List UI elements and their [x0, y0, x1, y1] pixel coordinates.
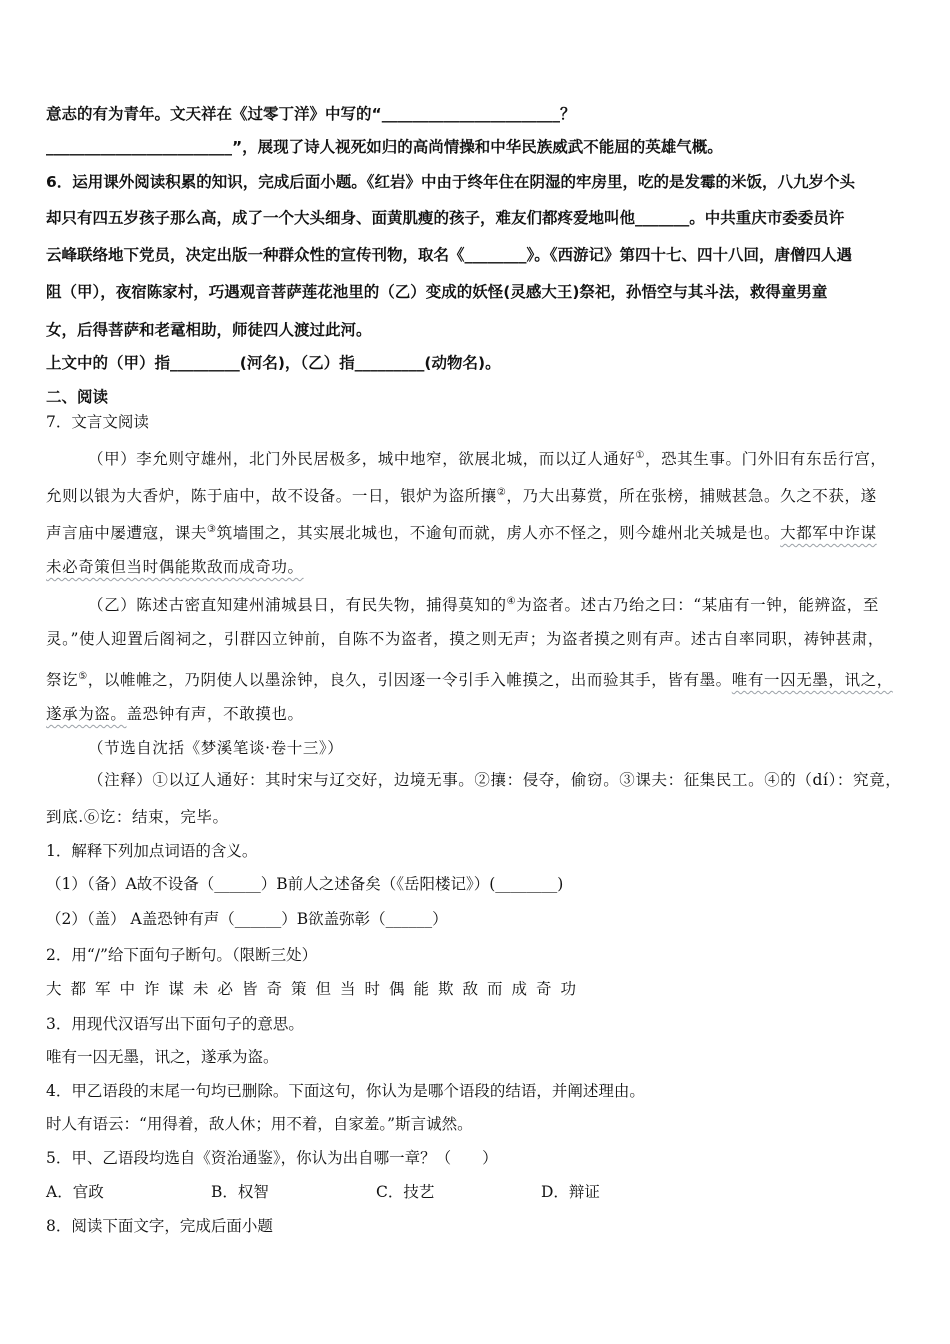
- q6-line6: 上文中的（甲）指_________(河名)，（乙）指_________(动物名)。: [46, 354, 501, 372]
- sub-question-1a: （1）（备）A故不设备（______）B前人之述备矣（《岳阳楼记》）(________): [46, 875, 564, 893]
- sub-question-3-text: 唯有一囚无墨，讯之，遂承为盗。: [46, 1048, 279, 1066]
- q6-line1: 6．运用课外阅读积累的知识，完成后面小题。《红岩》中由于终年住在阴湿的牢房里，吃的是发霉的米饭，八九岁个头: [46, 173, 856, 191]
- option-c: C．技艺: [376, 1183, 435, 1201]
- sub-question-3: 3．用现代汉语写出下面句子的意思。: [46, 1015, 304, 1033]
- jia-line3: 声言庙中屡遭寇，课夫③筑墙围之，其实展北城也，不逾旬而就，虏人亦不怪之，则今雄州北关城是也。大都军中诈谋: [46, 524, 877, 543]
- option-a: A．官政: [46, 1183, 104, 1201]
- option-b: B．权智: [211, 1183, 269, 1201]
- q6-line2: 却只有四五岁孩子那么高，成了一个大头细身、面黄肌瘦的孩子，难友们都疼爱地叫他_______。中共重庆市委委员许: [46, 209, 845, 227]
- sub-question-4: 4．甲乙语段的末尾一句均已删除。下面这句，你认为是哪个语段的结语，并阐述理由。: [46, 1082, 645, 1100]
- q5-tail-line1: 意志的有为青年。文天祥在《过零丁洋》中写的“_______________________？: [46, 105, 576, 123]
- sub-question-5: 5．甲、乙语段均选自《资治通鉴》，你认为出自哪一章？（ ）: [46, 1149, 498, 1167]
- q5-tail-line2: ________________________”，展现了诗人视死如归的高尚情操和中华民族威武不能屈的英雄气概。: [46, 138, 723, 156]
- yi-line1: （乙）陈述古密直知建州浦城县日，有民失物，捕得莫知的④为盗者。述古乃绐之曰：“某庙有一钟，能辨盗，至: [88, 596, 879, 615]
- jia-line4: 未必奇策但当时偶能欺敌而成奇功。: [46, 558, 304, 576]
- notes-line1: （注释）①以辽人通好：其时宋与辽交好，边境无事。②攘：侵夺，偷窃。③课夫：征集民工。④的（dí）：究竟，: [88, 771, 902, 789]
- source-note: （节选自沈括《梦溪笔谈·卷十三》）: [88, 739, 344, 757]
- option-d: D．辩证: [541, 1183, 600, 1201]
- notes-line2: 到底.⑥讫：结束，完毕。: [46, 808, 229, 826]
- q6-line3: 云峰联络地下党员，决定出版一种群众性的宣传刊物，取名《________》。《西游记》第四十七、四十八回，唐僧四人遇: [46, 246, 853, 264]
- yi-line2: 灵。”使人迎置后阁祠之，引群囚立钟前，自陈不为盗者，摸之则无声；为盗者摸之则有声。述古自率同职，祷钟甚肃，: [46, 630, 884, 648]
- yi-line4: 遂承为盗。盖恐钟有声，不敢摸也。: [46, 705, 304, 723]
- section-heading: 二、阅读: [46, 388, 109, 406]
- sub-question-2-text: 大都军中诈谋未必皆奇策但当时偶能欺敌而成奇功: [46, 980, 586, 998]
- sub-question-1: 1．解释下列加点词语的含义。: [46, 842, 258, 860]
- jia-line1: （甲）李允则守雄州，北门外民居极多，城中地窄，欲展北城，而以辽人通好①，恐其生事。门外旧有东岳行宫，: [88, 450, 887, 469]
- jia-line2: 允则以银为大香炉，陈于庙中，故不设备。一日，银炉为盗所攘②，乃大出募赏，所在张榜，捕贼甚急。久之不获，遂: [46, 487, 877, 506]
- sub-question-4-text: 时人有语云：“用得着，敌人休；用不着，自家羞。”斯言诚然。: [46, 1115, 473, 1133]
- q8-title: 8．阅读下面文字，完成后面小题: [46, 1217, 273, 1235]
- q6-line5: 女，后得菩萨和老鼋相助，师徒四人渡过此河。: [46, 321, 372, 339]
- yi-line3: 祭讫⑤，以帷帷之，乃阴使人以墨涂钟，良久，引因逐一令引手入帷摸之，出而验其手，皆有墨。唯有一囚无墨，讯之，: [46, 671, 893, 690]
- sub-question-1b: （2）（盖） A盖恐钟有声（______）B欲盖弥彰（______）: [46, 910, 448, 928]
- options-row: [46, 1182, 910, 1202]
- q6-line4: 阻（甲），夜宿陈家村，巧遇观音菩萨莲花池里的（乙）变成的妖怪(灵感大王)祭祀，孙悟空与其斗法，救得童男童: [46, 283, 828, 301]
- q7-title: 7．文言文阅读: [46, 413, 149, 431]
- sub-question-2: 2．用“/”给下面句子断句。（限断三处）: [46, 946, 318, 964]
